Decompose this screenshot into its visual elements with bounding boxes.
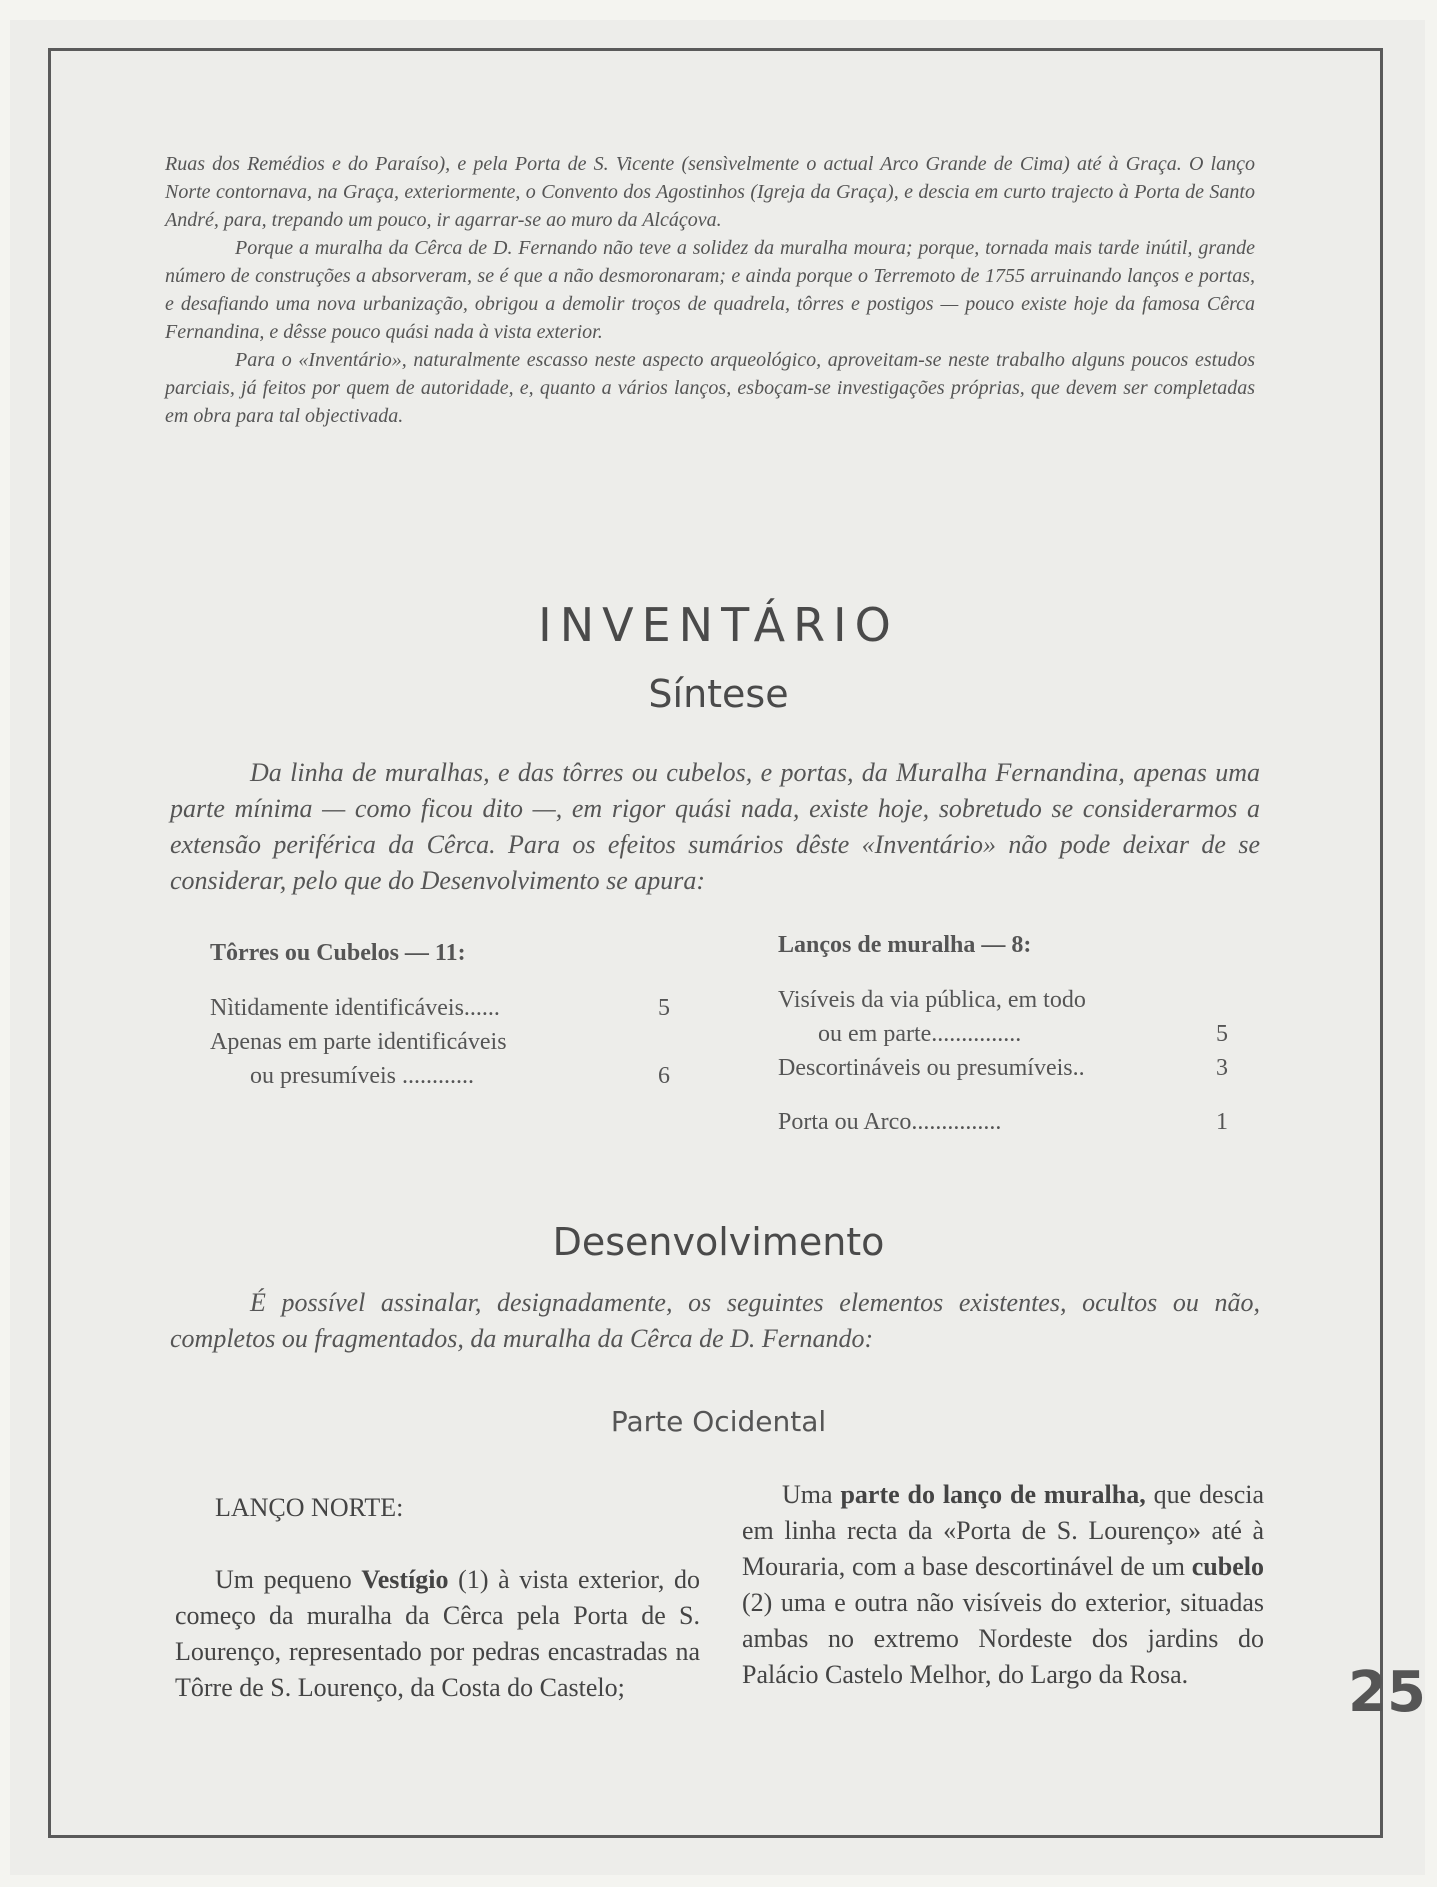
walls-title: Lanços de muralha — 8: <box>778 932 1032 958</box>
intro-paragraph: Porque a muralha da Cêrca de D. Fernando não teve a solidez da muralha moura; porque, tornada mais tarde inútil, grande número de construções a absorveram, se é que a não desmoronaram; e ainda porque o Terremoto de 1755 arruinando lanços e portas, e desafiando uma nova urbanização, obrigou a demolir troços de quadrela, tôrres e postigos — pouco existe hoje da famosa Cêrca Fernandina, e dêsse pouco quási nada à vista exterior. <box>165 237 1255 343</box>
row-label: Apenas em parte identificáveis <box>210 1029 507 1055</box>
row-value: 5 <box>658 995 670 1021</box>
summary-row <box>210 1025 670 1059</box>
heading-desenvolvimento: Desenvolvimento <box>552 1220 885 1264</box>
row-label: ou presumíveis ............ <box>250 1063 474 1089</box>
summary-row <box>778 1017 1228 1051</box>
summary-row <box>210 991 670 1025</box>
intro-text <box>165 150 1255 430</box>
row-value: 6 <box>658 1063 670 1089</box>
row-value: 1 <box>1216 1109 1228 1135</box>
summary-row <box>210 1059 670 1093</box>
row-label: Porta ou Arco............... <box>778 1109 1002 1135</box>
summary-row <box>778 983 1228 1017</box>
summary-row <box>778 1105 1228 1139</box>
lanco-muralha-text: Uma parte do lanço de muralha, que descia em linha recta da «Porta de S. Lourenço» até à Mouraria, com a base descortinável de um cubelo (2) uma e outra não visíveis do exterior, situadas ambas no extremo Nordeste dos jardins do Palácio Castelo Melhor, do Largo da Rosa. <box>742 1480 1264 1689</box>
heading-sintese: Síntese <box>648 672 789 716</box>
heading-inventario: INVENTÁRIO <box>538 598 899 652</box>
lanco-norte-title: LANÇO NORTE: <box>215 1493 404 1522</box>
row-label: Descortináveis ou presumíveis.. <box>778 1055 1085 1081</box>
row-label: Visíveis da via pública, em todo <box>778 987 1086 1013</box>
row-label: Nìtidamente identificáveis...... <box>210 995 500 1021</box>
row-label: ou em parte............... <box>818 1021 1022 1047</box>
towers-summary <box>210 940 670 1093</box>
page-number: 25 <box>1348 1660 1426 1725</box>
summary-row <box>778 1051 1228 1085</box>
towers-title: Tôrres ou Cubelos — 11: <box>210 940 466 966</box>
intro-paragraph: Para o «Inventário», naturalmente escasso neste aspecto arqueológico, aproveitam-se neste trabalho alguns poucos estudos parciais, já feitos por quem de autoridade, e, quanto a vários lanços, esboçam-se investigações próprias, que devem ser completadas em obra para tal objectivada. <box>165 349 1255 427</box>
lanco-norte-text: Um pequeno Vestígio (1) à vista exterior, do começo da muralha da Cêrca pela Porta de S. Lourenço, representado por pedras encastradas na Tôrre de S. Lourenço, da Costa do Castelo; <box>175 1565 700 1702</box>
row-value: 3 <box>1216 1055 1228 1081</box>
heading-parte-ocidental: Parte Ocidental <box>610 1405 827 1438</box>
row-value: 5 <box>1216 1021 1228 1047</box>
intro-paragraph: Ruas dos Remédios e do Paraíso), e pela Porta de S. Vicente (sensìvelmente o actual Arco Grande de Cima) até à Graça. O lanço Norte contornava, na Graça, exteriormente, o Convento dos Agostinhos (Igreja da Graça), e descia em curto trajecto à Porta de Santo André, para, trepando um pouco, ir agarrar-se ao muro da Alcáçova. <box>165 153 1255 231</box>
lanco-norte-block <box>175 1490 700 1706</box>
walls-summary <box>778 932 1228 1139</box>
development-paragraph: É possível assinalar, designadamente, os seguintes elementos existentes, ocultos ou não, completos ou fragmentados, da muralha da Cêrca de D. Fernando: <box>170 1288 1260 1353</box>
synthesis-paragraph: Da linha de muralhas, e das tôrres ou cubelos, e portas, da Muralha Fernandina, apenas uma parte mínima — como ficou dito —, em rigor quási nada, existe hoje, sobretudo se considerarmos a extensão periférica da Cêrca. Para os efeitos sumários dêste «Inventário» não pode deixar de se considerar, pelo que do Desenvolvimento se apura: <box>170 758 1260 895</box>
